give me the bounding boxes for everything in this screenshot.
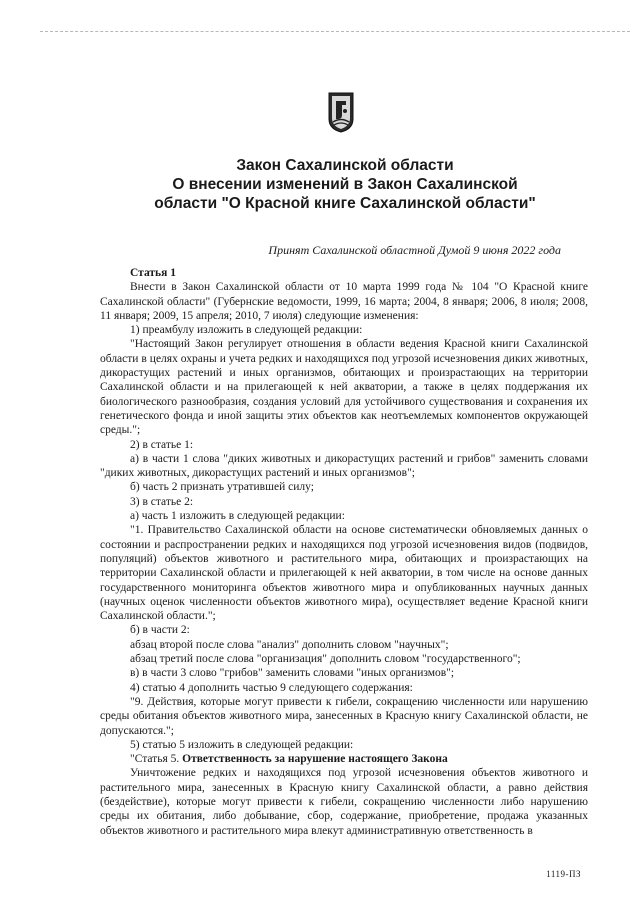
title-line-1: Закон Сахалинской области [236,157,454,174]
title-line-3: области "О Красной книге Сахалинской области" [154,195,536,212]
document-code: 1119-ПЗ [546,869,581,879]
title-line-2: О внесении изменений в Закон Сахалинской [172,176,518,193]
article-5-title: Ответственность за нарушение настоящего Закона [182,753,448,766]
article-5-heading [100,752,588,766]
paragraph: 5) статью 5 изложить в следующей редакции: [130,738,354,751]
paragraph: абзац второй после слова "анализ" дополнить словом "научных"; [130,638,449,651]
paragraph: б) часть 2 признать утратившей силу; [130,481,314,494]
paragraph: Уничтожение редких и находящихся под угрозой исчезновения объектов животного и растительного мира, занесенных в Красную книгу Сахалинской области, а равно действия (бездействие), которые могут привести к гибели, сокращению численности либо нарушению среды их обитания, либо добывание, сбор, содержание, приобретение, продажа указанных объектов животного и растительного мира влекут административную ответственность в [100,767,588,837]
paragraph: "1. Правительство Сахалинской области на основе систематически обновляемых данных о состоянии и распространении редких и находящихся под угрозой исчезновения видов (подвидов, популяций) объектов животного и растительного мира, обитающих и произрастающих на территории Сахалинской области и прилегающей к ней акватории, в том числе на основе данных государственного мониторинга объектов животного мира и опубликованных научных данных (научных оценок численности объектов животного мира), осуществляет ведение Красной книги Сахалинской области."; [100,524,588,623]
paragraph: 3) в статье 2: [130,495,194,508]
paragraph: 4) статью 4 дополнить частью 9 следующего содержания: [130,681,413,694]
paragraph-intro: Внести в Закон Сахалинской области от 10 марта 1999 года № 104 "О Красной книге Сахалинской области" (Губернские ведомости, 1999, 16 марта; 2004, 8 января; 2006, 8 июля; 2008, 11 января; 2009, 15 апреля; 2010, 7 июля) следующие изменения: [100,281,588,322]
article-5-prefix: "Статья 5. [130,753,183,766]
paragraph: абзац третий после слова "организация" дополнить словом "государственного"; [130,653,521,666]
paragraph: "Настоящий Закон регулирует отношения в области ведения Красной книги Сахалинской области в целях охраны и учета редких и находящихся под угрозой исчезновения диких животных, дикорастущих растений и иных организмов, обитающих и произрастающих на территории Сахалинской области и на прилегающей к ней акватории, а также в целях поддержания их биологического разнообразия, создания условий для устойчивого существования и сохранения их генетического фонда и иной защиты этих объектов как неотъемлемых компонентов окружающей среды."; [100,338,588,437]
paragraph: б) в части 2: [130,624,190,637]
article-heading: Статья 1 [130,267,176,279]
document-title [100,156,590,213]
paragraph: 1) преамбулу изложить в следующей редакции: [130,324,363,337]
paragraph: а) в части 1 слова "диких животных и дикорастущих растений и грибов" заменить словами "диких животных, дикорастущих растений и иных организмов"; [100,452,588,480]
coat-of-arms-icon [327,91,355,133]
paragraph: "9. Действия, которые могут привести к гибели, сокращению численности или нарушению среды обитания объектов животного мира, занесенных в Красную книгу Сахалинской области, не допускаются."; [100,695,588,737]
paragraph: 2) в статье 1: [130,438,194,451]
document-body [100,262,588,838]
scan-artifact-line [40,31,630,32]
paragraph: в) в части 3 слово "грибов" заменить словами "иных организмов"; [130,667,455,680]
paragraph: а) часть 1 изложить в следующей редакции: [130,510,345,523]
adoption-note: Принят Сахалинской областной Думой 9 июня 2022 года [268,243,561,257]
